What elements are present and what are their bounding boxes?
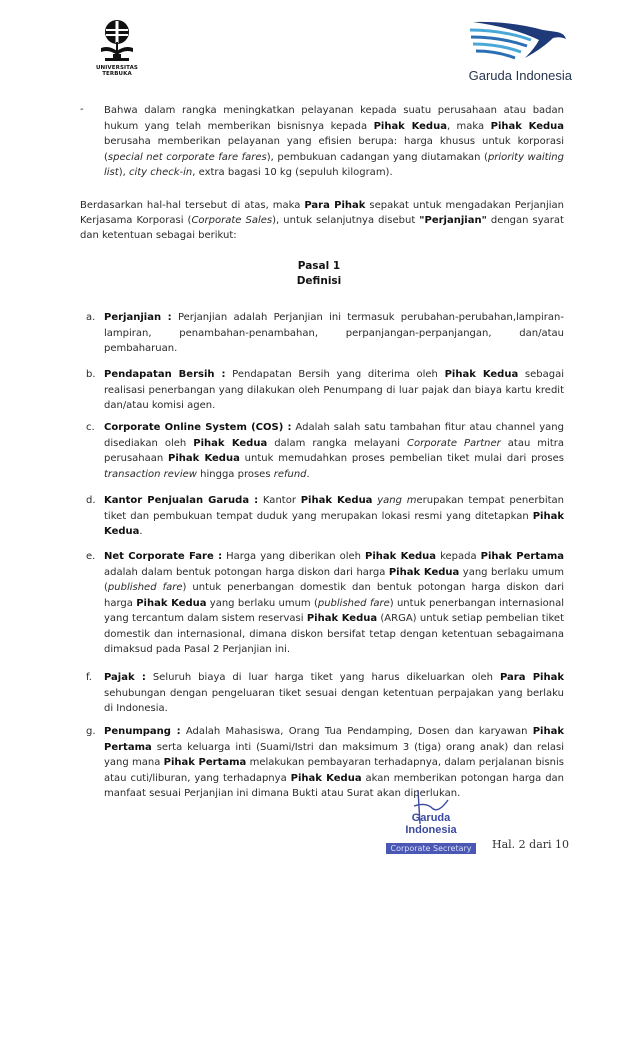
garuda-bird-icon (465, 18, 570, 66)
universitas-terbuka-logo (82, 18, 152, 77)
item-label: b. (86, 369, 96, 380)
item-label: e. (86, 551, 96, 562)
item-label: c. (86, 422, 95, 433)
definition-item-e: e. Net Corporate Fare : Harga yang diberikan oleh Pihak Kedua kepada Pihak Pertama adalah dalam bentuk potongan harga diskon dari harga Pihak Kedua yang berlaku umum (published fare) untuk penerbangan domestik dan bentuk potongan harga diskon dari harga Pihak Kedua yang berlaku umum (published fare) untuk penerbangan internasional yang tercantum dalam sistem reservasi Pihak Kedua (ARGA) untuk setiap pembelian tiket domestik dan internasional, dimana diskon bersifat tetap dengan ketentuan sebagaimana dimaksud pada Pasal 2 Perjanjian ini. (86, 551, 565, 655)
item-label: f. (86, 672, 92, 683)
item-label: g. (86, 726, 96, 737)
page-number: Hal. 2 dari 10 (492, 838, 570, 851)
garuda-name-label: Garuda Indonesia (468, 68, 572, 83)
corporate-stamp (386, 812, 476, 855)
item-label: a. (86, 312, 96, 323)
stamp-department: Corporate Secretary (386, 843, 475, 854)
article-number: Pasal 1 (297, 260, 341, 272)
article-title: Definisi (296, 275, 342, 287)
ut-emblem-icon (97, 18, 137, 64)
intro-clause: Bahwa dalam rangka meningkatkan pelayanan kepada suatu perusahaan atau badan hukum yang telah memberikan bisnisnya kepada Pihak Kedua, maka Pihak Kedua berusaha memberikan pelayanan yang efisien berupa: harga khusus untuk korporasi (special net corporate fare fares), pembukuan cadangan yang diutamakan (priority waiting list), city check-in, extra bagasi 10 kg (sepuluh kilogram). (104, 105, 564, 178)
ut-name-label: UNIVERSITAS TERBUKA (95, 65, 138, 77)
blank-area (0, 873, 638, 1051)
intro-paragraph: Berdasarkan hal-hal tersebut di atas, maka Para Pihak sepakat untuk mengadakan Perjanjian Kerjasama Korporasi (Corporate Sales), untuk selanjutnya disebut "Perjanjian" dengan syarat dan ketentuan sebagai berikut: (80, 200, 564, 241)
item-label: d. (86, 495, 96, 506)
list-bullet: - (80, 104, 84, 115)
definition-item-c: c. Corporate Online System (COS) : Adalah salah satu tambahan fitur atau channel yang disediakan oleh Pihak Kedua dalam rangka melayani Corporate Partner atau mitra perusahaan Pihak Kedua untuk memudahkan proses pembelian tiket mulai dari proses transaction review hingga proses refund. (86, 422, 565, 480)
definition-item-b: b. Pendapatan Bersih : Pendapatan Bersih yang diterima oleh Pihak Kedua sebagai realisasi penerbangan yang dilakukan oleh Penumpang di luar pajak dan biaya kartu kredit dan/atau komisi agen. (86, 369, 564, 411)
garuda-indonesia-logo (450, 18, 572, 83)
stamp-company-name: Garuda Indonesia (405, 812, 457, 836)
definition-item-a: a. Perjanjian : Perjanjian adalah Perjanjian ini termasuk perubahan-perubahan,lampiran-lampiran, penambahan-penambahan, perpanjangan-perpanjangan, dan/atau pembaharuan. (86, 312, 564, 354)
definition-item-g: g. Penumpang : Adalah Mahasiswa, Orang Tua Pendamping, Dosen dan karyawan Pihak Pertama serta keluarga inti (Suami/Istri dan maksimum 3 (tiga) orang anak) dan relasi yang mana Pihak Pertama melakukan pembayaran terhadapnya, dalam perjalanan bisnis atau cuti/liburan, yang terhadapnya Pihak Kedua akan memberikan potongan harga dan manfaat sesuai Perjanjian ini dimana Bukti atau Surat akan diperlukan. (86, 726, 565, 799)
definition-item-d: d. Kantor Penjualan Garuda : Kantor Pihak Kedua yang merupakan tempat penerbitan tiket dan pembukuan tempat duduk yang merupakan lokasi resmi yang ditetapkan Pihak Kedua. (86, 495, 564, 537)
definition-item-f: f. Pajak : Seluruh biaya di luar harga tiket yang harus dikeluarkan oleh Para Pihak sehubungan dengan pengeluaran tiket sesuai dengan ketentuan perpajakan yang berlaku di Indonesia. (86, 672, 564, 714)
